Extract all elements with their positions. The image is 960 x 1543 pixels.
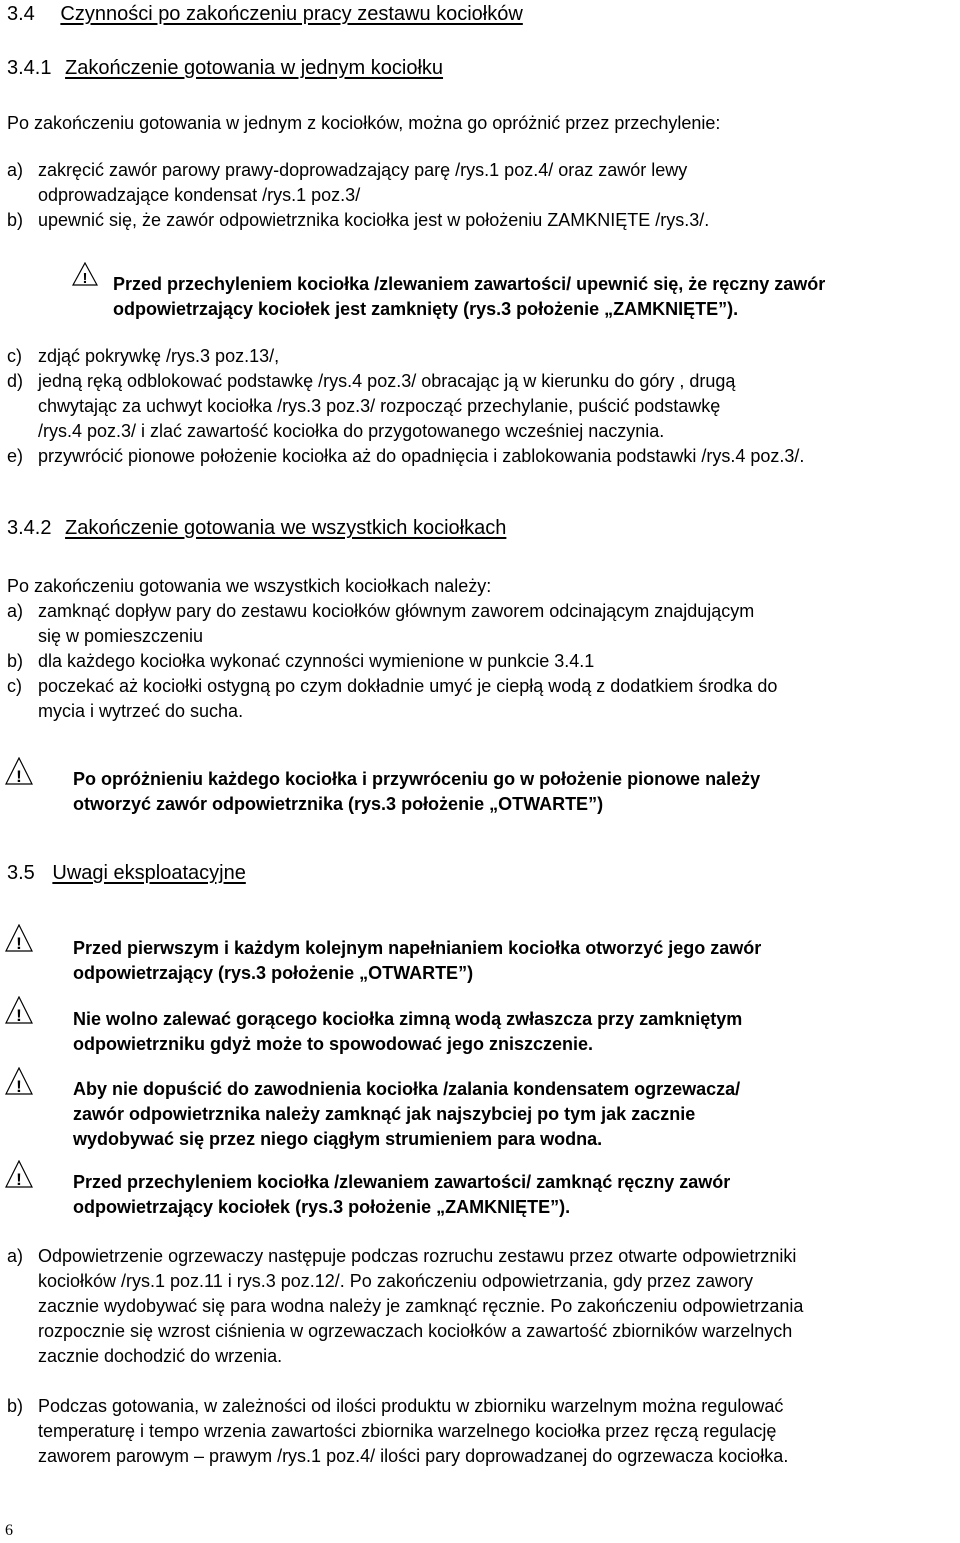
- svg-text:!: !: [16, 1006, 22, 1024]
- note-a-line2: kociołków /rys.1 poz.11 i rys.3 poz.12/. Po zakończeniu odpowietrzania, gdy przez zawory: [38, 1271, 754, 1291]
- warning-2-line1: Po opróżnieniu każdego kociołka i przywróceniu go w położenie pionowe należy: [73, 769, 761, 789]
- svg-text:!: !: [16, 934, 22, 952]
- list-item-a-line2: odprowadzające kondensat /rys.1 poz.3/: [38, 185, 361, 205]
- note-b-line3: zaworem parowym – prawym /rys.1 poz.4/ ilości pary doprowadzanej do ogrzewacza kociołka.: [38, 1446, 789, 1466]
- warning-4-line2: odpowietrzniku gdyż może to spowodować jego zniszczenie.: [73, 1034, 594, 1054]
- section-3-4-1-heading: [7, 55, 443, 81]
- svg-text:!: !: [16, 767, 22, 785]
- list-item-d-line1: jedną ręką odblokować podstawkę /rys.4 poz.3/ obracając ją w kierunku do góry , drugą: [38, 371, 736, 391]
- warning-triangle-icon: [5, 757, 33, 785]
- section-title: Uwagi eksploatacyjne: [52, 862, 246, 884]
- section-3-5-heading: [7, 860, 246, 886]
- warning-triangle-icon: [5, 1160, 33, 1188]
- list-label-b: b): [7, 1396, 24, 1416]
- list-label-b: b): [7, 651, 24, 671]
- list-item-e-line1: przywrócić pionowe położenie kociołka aż do opadnięcia i zablokowania podstawki /rys.4 poz.3/.: [38, 446, 805, 466]
- warning-triangle-icon: [72, 262, 98, 286]
- section-title: Zakończenie gotowania w jednym kociołku: [65, 57, 444, 79]
- warning-6-line1: Przed przechyleniem kociołka /zlewaniem zawartości/ zamknąć ręczny zawór: [73, 1172, 731, 1192]
- warning-triangle-icon: [5, 1067, 33, 1095]
- section-title: Zakończenie gotowania we wszystkich kociołkach: [65, 517, 507, 539]
- list-item-d-line3: /rys.4 poz.3/ i zlać zawartość kociołka do przygotowanego wcześniej naczynia.: [38, 421, 665, 441]
- note-b-line2: temperaturę i tempo wrzenia zawartości zbiornika warzelnego kociołka przez ręczą regulację: [38, 1421, 777, 1441]
- note-a-line3: zacznie wydobywać się para wodna należy je zamknąć ręcznie. Po zakończeniu odpowietrzania: [38, 1296, 804, 1316]
- warning-5-line3: wydobywać się przez niego ciągłym strumieniem para wodna.: [73, 1129, 603, 1149]
- warning-5-line2: zawór odpowietrznika należy zamknąć jak najszybciej po tym jak zacznie: [73, 1104, 696, 1124]
- warning-5-line1: Aby nie dopuścić do zawodnienia kociołka /zalania kondensatem ogrzewacza/: [73, 1079, 741, 1099]
- section-3-4-heading: [7, 1, 523, 27]
- warning-6-line2: odpowietrzający kociołek (rys.3 położenie „ZAMKNIĘTE”).: [73, 1197, 571, 1217]
- note-a-line5: zacznie dochodzić do wrzenia.: [38, 1346, 283, 1366]
- list-item-c-line2: mycia i wytrzeć do sucha.: [38, 701, 244, 721]
- section-number: 3.4.1: [7, 57, 52, 79]
- svg-text:!: !: [16, 1170, 22, 1188]
- section-3-4-2-heading: [7, 515, 506, 541]
- warning-triangle-icon: [5, 996, 33, 1024]
- paragraph-intro-342: Po zakończeniu gotowania we wszystkich kociołkach należy:: [7, 576, 492, 596]
- section-title: Czynności po zakończeniu pracy zestawu kociołków: [60, 3, 523, 25]
- svg-text:!: !: [82, 270, 88, 286]
- list-label-b: b): [7, 210, 24, 230]
- section-number: 3.4: [7, 3, 35, 25]
- list-item-a-line1: zamknąć dopływ pary do zestawu kociołków głównym zaworem odcinającym znajdującym: [38, 601, 755, 621]
- list-item-c-line1: poczekać aż kociołki ostygną po czym dokładnie umyć je ciepłą wodą z dodatkiem środka do: [38, 676, 778, 696]
- list-label-d: d): [7, 371, 24, 391]
- list-item-d-line2: chwytając za uchwyt kociołka /rys.3 poz.3/ rozpocząć przechylanie, puścić podstawkę: [38, 396, 721, 416]
- note-a-line1: Odpowietrzenie ogrzewaczy następuje podczas rozruchu zestawu przez otwarte odpowietrzniki: [38, 1246, 797, 1266]
- list-label-a: a): [7, 601, 24, 621]
- section-number: 3.5: [7, 862, 35, 884]
- list-label-a: a): [7, 1246, 24, 1266]
- svg-text:!: !: [16, 1077, 22, 1095]
- list-label-e: e): [7, 446, 24, 466]
- note-b-line1: Podczas gotowania, w zależności od ilości produktu w zbiorniku warzelnym można regulować: [38, 1396, 784, 1416]
- list-label-c: c): [7, 676, 22, 696]
- list-item-a-line1: zakręcić zawór parowy prawy-doprowadzający parę /rys.1 poz.4/ oraz zawór lewy: [38, 160, 688, 180]
- list-label-a: a): [7, 160, 24, 180]
- list-item-b-line1: dla każdego kociołka wykonać czynności wymienione w punkcie 3.4.1: [38, 651, 595, 671]
- warning-2-line2: otworzyć zawór odpowietrznika (rys.3 położenie „OTWARTE”): [73, 794, 604, 814]
- warning-1-line1: Przed przechyleniem kociołka /zlewaniem zawartości/ upewnić się, że ręczny zawór: [113, 274, 826, 294]
- list-label-c: c): [7, 346, 22, 366]
- paragraph-intro-341: Po zakończeniu gotowania w jednym z kociołków, można go opróżnić przez przechylenie:: [7, 113, 721, 133]
- page-number: 6: [5, 1522, 13, 1539]
- section-number: 3.4.2: [7, 517, 52, 539]
- warning-3-line1: Przed pierwszym i każdym kolejnym napełnianiem kociołka otworzyć jego zawór: [73, 938, 762, 958]
- warning-3-line2: odpowietrzający (rys.3 położenie „OTWARTE”): [73, 963, 474, 983]
- warning-1-line2: odpowietrzający kociołek jest zamknięty (rys.3 położenie „ZAMKNIĘTE”).: [113, 299, 739, 319]
- list-item-b-line1: upewnić się, że zawór odpowietrznika kociołka jest w położeniu ZAMKNIĘTE /rys.3/.: [38, 210, 710, 230]
- warning-4-line1: Nie wolno zalewać gorącego kociołka zimną wodą zwłaszcza przy zamkniętym: [73, 1009, 743, 1029]
- list-item-c-line1: zdjąć pokrywkę /rys.3 poz.13/,: [38, 346, 280, 366]
- warning-triangle-icon: [5, 924, 33, 952]
- note-a-line4: rozpocznie się wzrost ciśnienia w ogrzewaczach kociołków a zawartość zbiorników warzelnych: [38, 1321, 793, 1341]
- list-item-a-line2: się w pomieszczeniu: [38, 626, 204, 646]
